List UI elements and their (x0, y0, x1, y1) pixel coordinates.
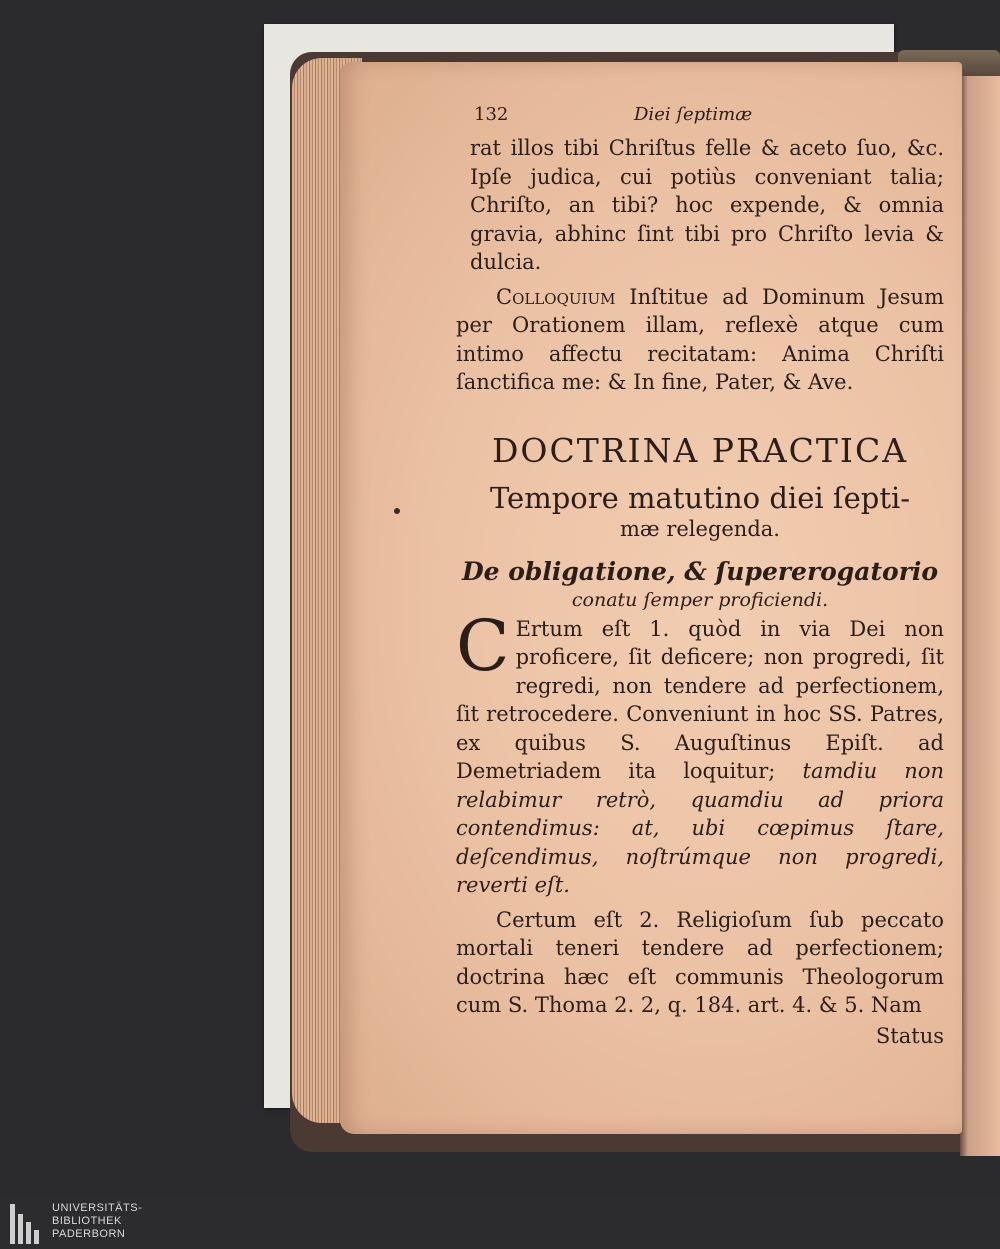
catchword: Status (875, 1023, 944, 1048)
section-heading: DOCTRINA PRACTICA (491, 430, 909, 470)
paragraph-1: rat illos tibi Chriſtus felle & aceto ſuo, &c. Ipſe judica, cui potiùs conveniant talia; Chriſto, an tibi? hoc expende, & omnia gravia, abhinc ſint tibi pro Chriſto levia & dulcia. (470, 136, 944, 274)
colloquium-paragraph (456, 283, 944, 397)
subheading-line-2: mæ relegenda. (620, 516, 780, 541)
library-footer (0, 1198, 1000, 1249)
library-name-line-3: PADERBORN (52, 1228, 126, 1240)
colloquium-text: Inſtitue ad Dominum Jesum per Orationem illam, reflexè atque cum intimo affectu recitatam: Anima Chriſti ſanctifica me: & In fine, Pater, & Ave. (456, 284, 944, 394)
page-text (456, 100, 944, 1050)
running-title: Diei ſeptimæ (634, 104, 753, 125)
library-name-line-2: BIBLIOTHEK (52, 1215, 122, 1227)
page-number: 132 (474, 104, 509, 125)
margin-mark (394, 508, 400, 514)
library-name (52, 1202, 142, 1241)
library-logo-icon (10, 1204, 44, 1244)
colloquium-label: Colloquium (496, 284, 616, 309)
paragraph-2 (456, 604, 944, 900)
paragraph-2-text: Ertum eſt 1. quòd in via Dei non proficere, ſit deficere; non progredi, ſit regredi, non tendere ad perfectionem, ſit retrocedere. Conveniunt in hoc SS. Patres, ex quibus S. Auguſtinus Epiſt. ad Demetriadem ita loquitur; (456, 616, 944, 783)
section-title: De obligatione, & ſupererogatorio (461, 556, 939, 586)
facing-page-edge (960, 76, 1000, 1156)
drop-cap: C (456, 604, 510, 687)
augustine-quote: tamdiu non relabimur retrò, quamdiu ad priora contendimus: at, ubi cœpimus ſtare, deſcendimus, noſtrúmque non progredi, reverti eſt. (456, 759, 944, 897)
paragraph-3: Certum eſt 2. Religioſum ſub peccato mortali teneri tendere ad perfectionem; doctrina hæc eſt communis Theologorum cum S. Thoma 2. 2, q. 184. art. 4. & 5. Nam (456, 907, 944, 1017)
running-head (456, 100, 944, 134)
section-subtitle: conatu ſemper proficiendi. (571, 588, 829, 611)
subheading-line-1: Tempore matutino diei ſepti- (489, 480, 911, 515)
library-name-line-1: UNIVERSITÄTS- (52, 1202, 143, 1214)
